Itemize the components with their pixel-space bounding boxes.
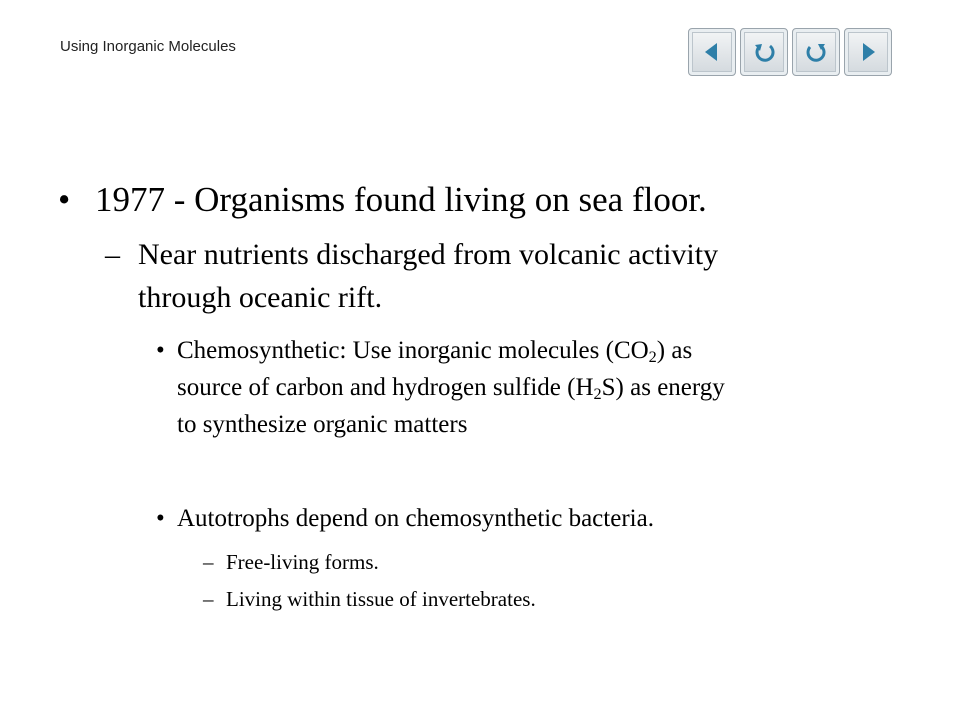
bullet-marker: •: [58, 180, 71, 219]
sub-bullet-text-line2: through oceanic rift.: [138, 281, 383, 314]
bullet-text-main: 1977 - Organisms found living on sea floor.: [95, 180, 707, 219]
replay-icon: [803, 39, 829, 65]
next-icon: [855, 39, 881, 65]
sub-bullet-text-line1: Near nutrients discharged from volcanic activity: [138, 238, 719, 271]
autotrophs-bullet-marker: •: [156, 505, 165, 532]
previous-icon: [699, 39, 725, 65]
chemo-bullet-marker: •: [156, 337, 165, 364]
autotrophs-text: Autotrophs depend on chemosynthetic bacteria.: [177, 505, 654, 532]
replay-button[interactable]: [792, 28, 840, 76]
return-icon: [751, 39, 777, 65]
navigation-buttons: [688, 28, 892, 76]
sub-item-free-living: Free-living forms.: [226, 550, 379, 574]
sub-bullet-marker: –: [105, 238, 120, 271]
chemo-text-line1: Chemosynthetic: Use inorganic molecules $(CO_2)$ as: [177, 337, 693, 367]
chemo-text-line3: to synthesize organic matters: [177, 411, 468, 438]
chemo-text-line2: source of carbon and hydrogen sulfide $(H_2S)$ as energy: [177, 374, 725, 404]
sub-item-marker: –: [203, 587, 214, 611]
slide-header: Using Inorganic Molecules: [60, 38, 236, 55]
sub-item-within-tissue: Living within tissue of invertebrates.: [226, 587, 536, 611]
next-button[interactable]: [844, 28, 892, 76]
previous-button[interactable]: [688, 28, 736, 76]
sub-item-marker: –: [203, 550, 214, 574]
return-button[interactable]: [740, 28, 788, 76]
